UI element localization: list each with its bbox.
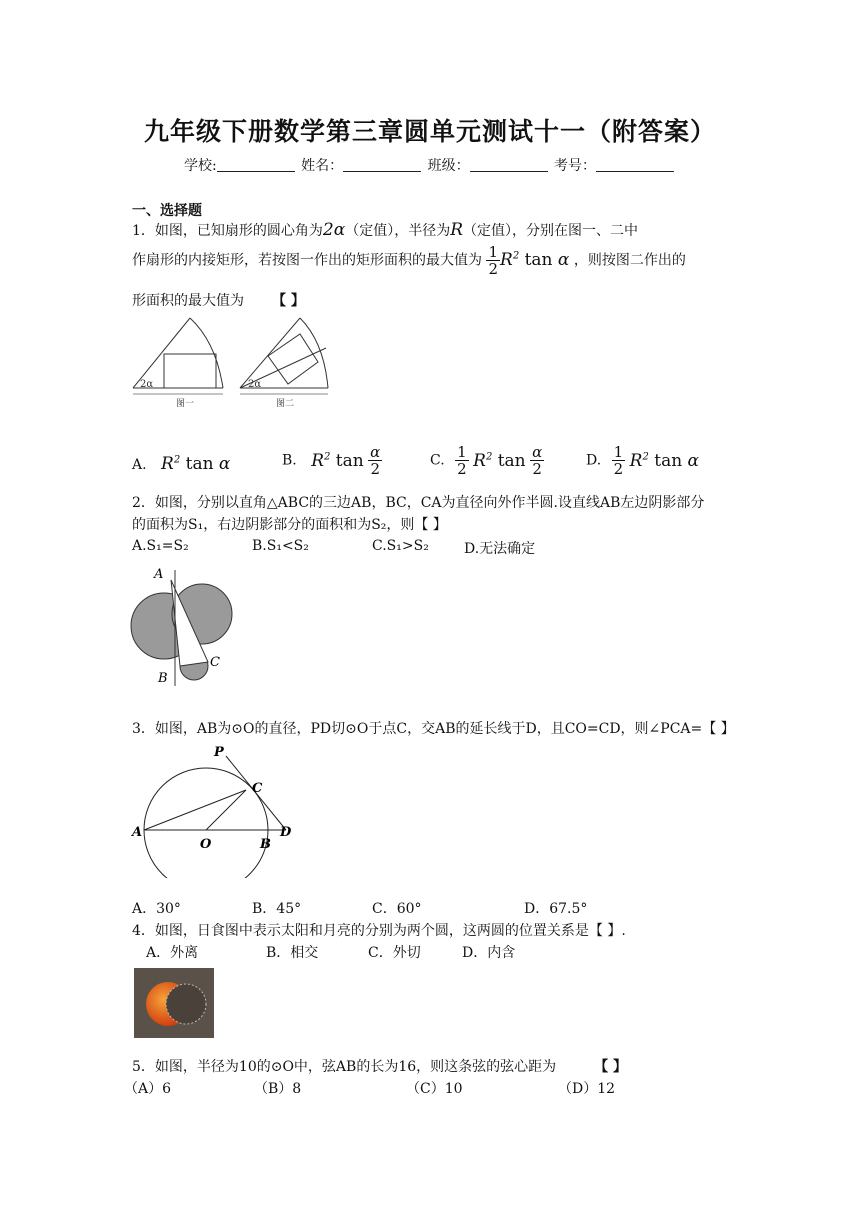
q3-option-d: D．67.5° [524, 901, 588, 917]
q3-figure [130, 738, 310, 878]
q1-option-b: B. $R^2$ tan $\frac{\alpha}{2}$ [282, 443, 381, 478]
q2-label-c: C [210, 655, 220, 670]
q2-option-d: D.无法确定 [464, 541, 536, 557]
q1-text-2b: ，则按图二作出的 [573, 252, 686, 269]
q3-option-b: B．45° [252, 901, 302, 917]
q2-option-b: B.S₁<S₂ [252, 538, 309, 554]
q1-opt-b-label: B. [282, 452, 297, 469]
moon-circle [166, 984, 206, 1024]
class-blank [470, 157, 548, 172]
page-title: 九年级下册数学第三章圆单元测试十一（附答案） [143, 117, 716, 146]
school-label: 学校: [183, 158, 217, 174]
q3-label-o: O [200, 837, 212, 852]
q4-line1: 4．如图，日食图中表示太阳和月亮的分别为两个圆，这两圆的位置关系是【 】. [132, 923, 626, 939]
q5-option-b: （B）8 [254, 1081, 302, 1097]
q1-math-expr: $R^2$ tan α [500, 249, 570, 270]
q3-label-a: A [132, 825, 143, 840]
q1-line1 [132, 220, 638, 240]
q1-math-2alpha: 2α [322, 220, 346, 240]
q3-label-d: D [280, 825, 292, 840]
q1-opt-a-label: A. [132, 457, 147, 473]
q5-bracket: 【 】 [594, 1059, 628, 1075]
q3-radius-oc [206, 790, 246, 830]
q4-eclipse-figure [134, 968, 214, 1038]
q2-figure [128, 566, 238, 690]
q1-text-1c: （定值），分别在图一、二中 [463, 223, 639, 239]
q2-label-b: B [158, 671, 168, 686]
q2-option-a: A.S₁=S₂ [132, 538, 189, 554]
q1-text-1b: （定值），半径为 [345, 223, 451, 239]
q3-option-a: A．30° [132, 901, 181, 917]
figure-two [240, 318, 328, 394]
q4-option-d: D．内含 [462, 945, 516, 961]
fig1-caption: 图一 [176, 399, 195, 409]
q1-option-a: A. $R^2$ tan α [132, 454, 231, 474]
fig1-angle-label: 2α [140, 379, 154, 390]
q2-line2: 的面积为S₁，右边阴影部分的面积和为S₂，则【 】 [132, 517, 447, 533]
q1-text-2a: 作扇形的内接矩形，若按图一作出的矩形面积的最大值为 [132, 252, 482, 269]
q4-option-c: C．外切 [368, 945, 421, 961]
school-blank [217, 157, 295, 172]
class-label: 班级： [427, 158, 470, 174]
q3-label-c: C [252, 781, 263, 796]
q1-figures [130, 312, 335, 412]
q1-opt-c-label: C. [430, 452, 445, 469]
q1-option-c: C. $\frac{1}{2}$ $R^2$ tan $\frac{\alpha}{2}$ [430, 443, 543, 478]
name-blank [343, 157, 421, 172]
q1-text-1a: 1．如图，已知扇形的圆心角为 [132, 223, 323, 239]
student-info-line [0, 155, 860, 175]
section-heading: 一、选择题 [132, 203, 202, 219]
q3-chord-ac [144, 790, 246, 830]
q1-option-d: D. $\frac{1}{2}$ $R^2$ tan α [586, 443, 700, 478]
q5-option-a: （A）6 [124, 1081, 172, 1097]
q2-option-c: C.S₁>S₂ [372, 538, 429, 554]
q5-line1 [132, 1056, 627, 1076]
q5-text: 5．如图，半径为10的⊙O中，弦AB的长为16，则这条弦的弦心距为 [132, 1059, 557, 1075]
q1-bracket: 【 】 [272, 293, 305, 309]
fig2-caption: 图二 [276, 399, 295, 409]
number-label: 考号： [554, 158, 597, 174]
number-blank [596, 157, 674, 172]
figure-one [133, 318, 223, 394]
q2-label-a: A [154, 567, 164, 582]
q3-label-p: P [214, 745, 224, 760]
q1-line2 [132, 244, 686, 277]
q3-label-b: B [260, 837, 271, 852]
q4-option-a: A．外离 [146, 945, 199, 961]
q5-option-d: （D）12 [558, 1081, 616, 1097]
q1-text-3: 形面积的最大值为 [132, 293, 244, 309]
q1-math-R: R [450, 220, 464, 240]
q3-option-c: C．60° [372, 901, 422, 917]
q3-line1: 3．如图，AB为⊙O的直径，PD切⊙O于点C，交AB的延长线于D，且CO=CD，则∠PCA=【 】 [132, 721, 735, 737]
q4-option-b: B．相交 [266, 945, 319, 961]
name-label: 姓名： [301, 158, 344, 174]
q1-frac-half: $\frac{1}{2}$ [488, 243, 498, 278]
q1-line3 [132, 290, 305, 310]
q5-option-c: （C）10 [406, 1081, 463, 1097]
q1-opt-d-label: D. [586, 452, 602, 469]
q2-line1: 2．如图，分别以直角△ABC的三边AB，BC，CA为直径向外作半圆.设直线AB左边阴影部分 [132, 495, 705, 511]
fig2-angle-label: 2α [248, 379, 262, 390]
